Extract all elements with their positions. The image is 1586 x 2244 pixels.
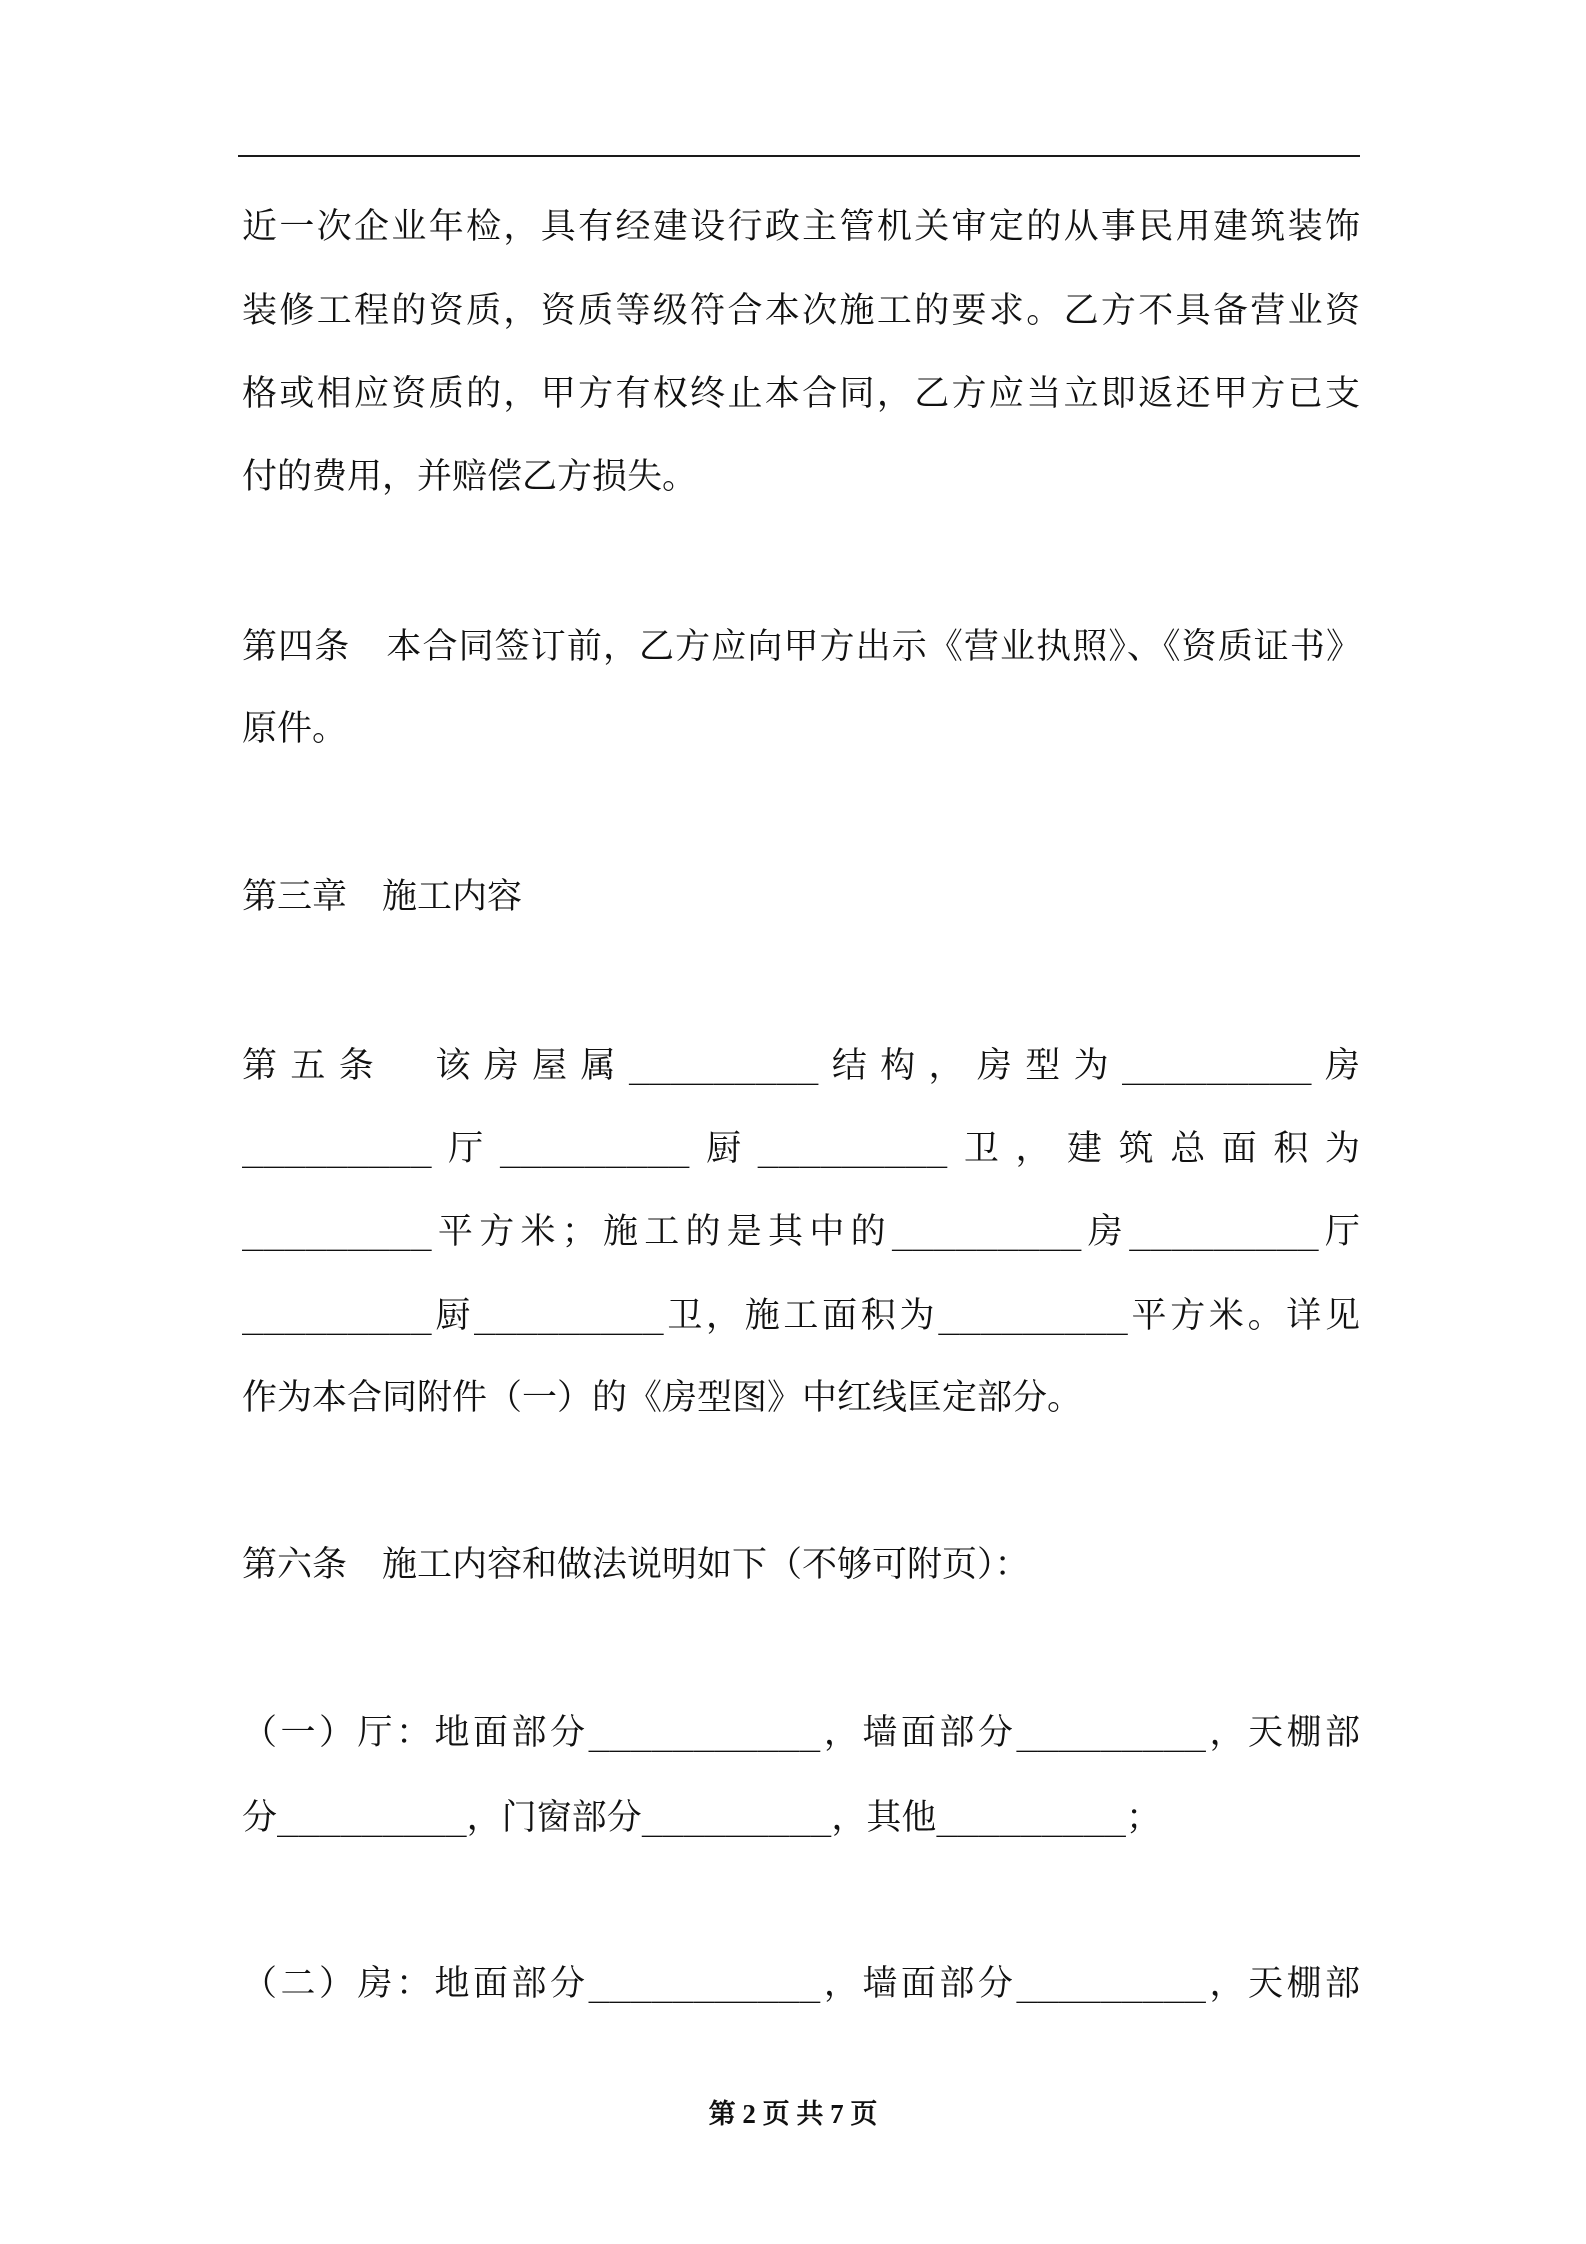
text-segment: 厅 (431, 1129, 500, 1169)
text-segment: （一）厅：地面部分 (242, 1713, 589, 1753)
fill-in-blank: _________ (242, 1296, 432, 1336)
text-segment: 厨 (689, 1129, 758, 1169)
text-segment: 厅 (1318, 1212, 1360, 1252)
fill-in-blank: _________ (641, 1798, 832, 1838)
text-segment: ，门窗部分 (466, 1798, 642, 1838)
fill-in-blank: _________ (499, 1129, 690, 1169)
article-4-line: 第四条 本合同签订前，乙方应向甲方出示《营业执照》、《资质证书》 (242, 627, 1360, 667)
fill-in-blank: _________ (628, 1046, 819, 1086)
fill-in-blank: ___________ (588, 1713, 821, 1753)
text-segment: 房 (1081, 1212, 1130, 1252)
item-1-line (242, 1708, 1360, 1758)
fill-in-blank: _________ (936, 1798, 1127, 1838)
paragraph-line: 格或相应资质的，甲方有权终止本合同，乙方应当立即返还甲方已支 (242, 374, 1360, 414)
item-2-line (242, 1959, 1360, 2009)
paragraph-line: 付的费用，并赔偿乙方损失。 (242, 457, 698, 497)
text-segment: ，墙面部分 (820, 1713, 1017, 1753)
chapter-heading: 第三章 施工内容 (242, 877, 523, 917)
article-5-line (242, 1207, 1360, 1257)
page-number-footer: 第 2 页 共 7 页 (708, 2099, 878, 2129)
header-rule (238, 155, 1360, 157)
text-segment: 厨 (431, 1296, 475, 1336)
paragraph-line: 装修工程的资质，资质等级符合本次施工的要求。乙方不具备营业资 (242, 291, 1360, 331)
text-segment: 作为本合同附件（一）的《房型图》中红线匡定部分。 (242, 1378, 1083, 1418)
text-segment: 第五条 该房屋属 (242, 1046, 629, 1086)
text-segment: 房 (1311, 1046, 1360, 1086)
text-segment: 卫，建筑总面积为 (947, 1129, 1360, 1169)
text-segment: 平方米。详见 (1127, 1296, 1360, 1336)
fill-in-blank: _________ (474, 1296, 664, 1336)
text-segment: （二）房：地面部分 (242, 1964, 589, 2004)
article-5-line (242, 1291, 1360, 1341)
article-5-line (242, 1373, 1360, 1423)
text-segment: ； (1126, 1798, 1162, 1838)
fill-in-blank: _________ (1016, 1964, 1206, 2004)
text-segment: ，天棚部 (1205, 1713, 1360, 1753)
fill-in-blank: _________ (891, 1212, 1082, 1252)
text-segment: ，其他 (831, 1798, 937, 1838)
fill-in-blank: _________ (757, 1129, 948, 1169)
text-segment: ，天棚部 (1205, 1964, 1360, 2004)
fill-in-blank: _________ (938, 1296, 1128, 1336)
article-4-line: 原件。 (242, 709, 348, 749)
fill-in-blank: _________ (277, 1798, 467, 1838)
article-6-heading: 第六条 施工内容和做法说明如下（不够可附页）： (242, 1545, 1030, 1585)
paragraph-line: 近一次企业年检，具有经建设行政主管机关审定的从事民用建筑装饰 (242, 207, 1360, 247)
fill-in-blank: _________ (1129, 1212, 1319, 1252)
article-5-line (242, 1124, 1360, 1174)
fill-in-blank: _________ (1016, 1713, 1206, 1753)
article-5-line (242, 1041, 1360, 1091)
text-segment: ，墙面部分 (820, 1964, 1017, 2004)
text-segment: 结构，房型为 (818, 1046, 1122, 1086)
text-segment: 分 (242, 1798, 278, 1838)
text-segment: 卫，施工面积为 (663, 1296, 939, 1336)
fill-in-blank: ___________ (588, 1964, 821, 2004)
fill-in-blank: _________ (242, 1129, 432, 1169)
text-segment: 平方米；施工的是其中的 (431, 1212, 892, 1252)
fill-in-blank: _________ (1121, 1046, 1312, 1086)
fill-in-blank: _________ (242, 1212, 432, 1252)
item-1-line (242, 1793, 1360, 1843)
